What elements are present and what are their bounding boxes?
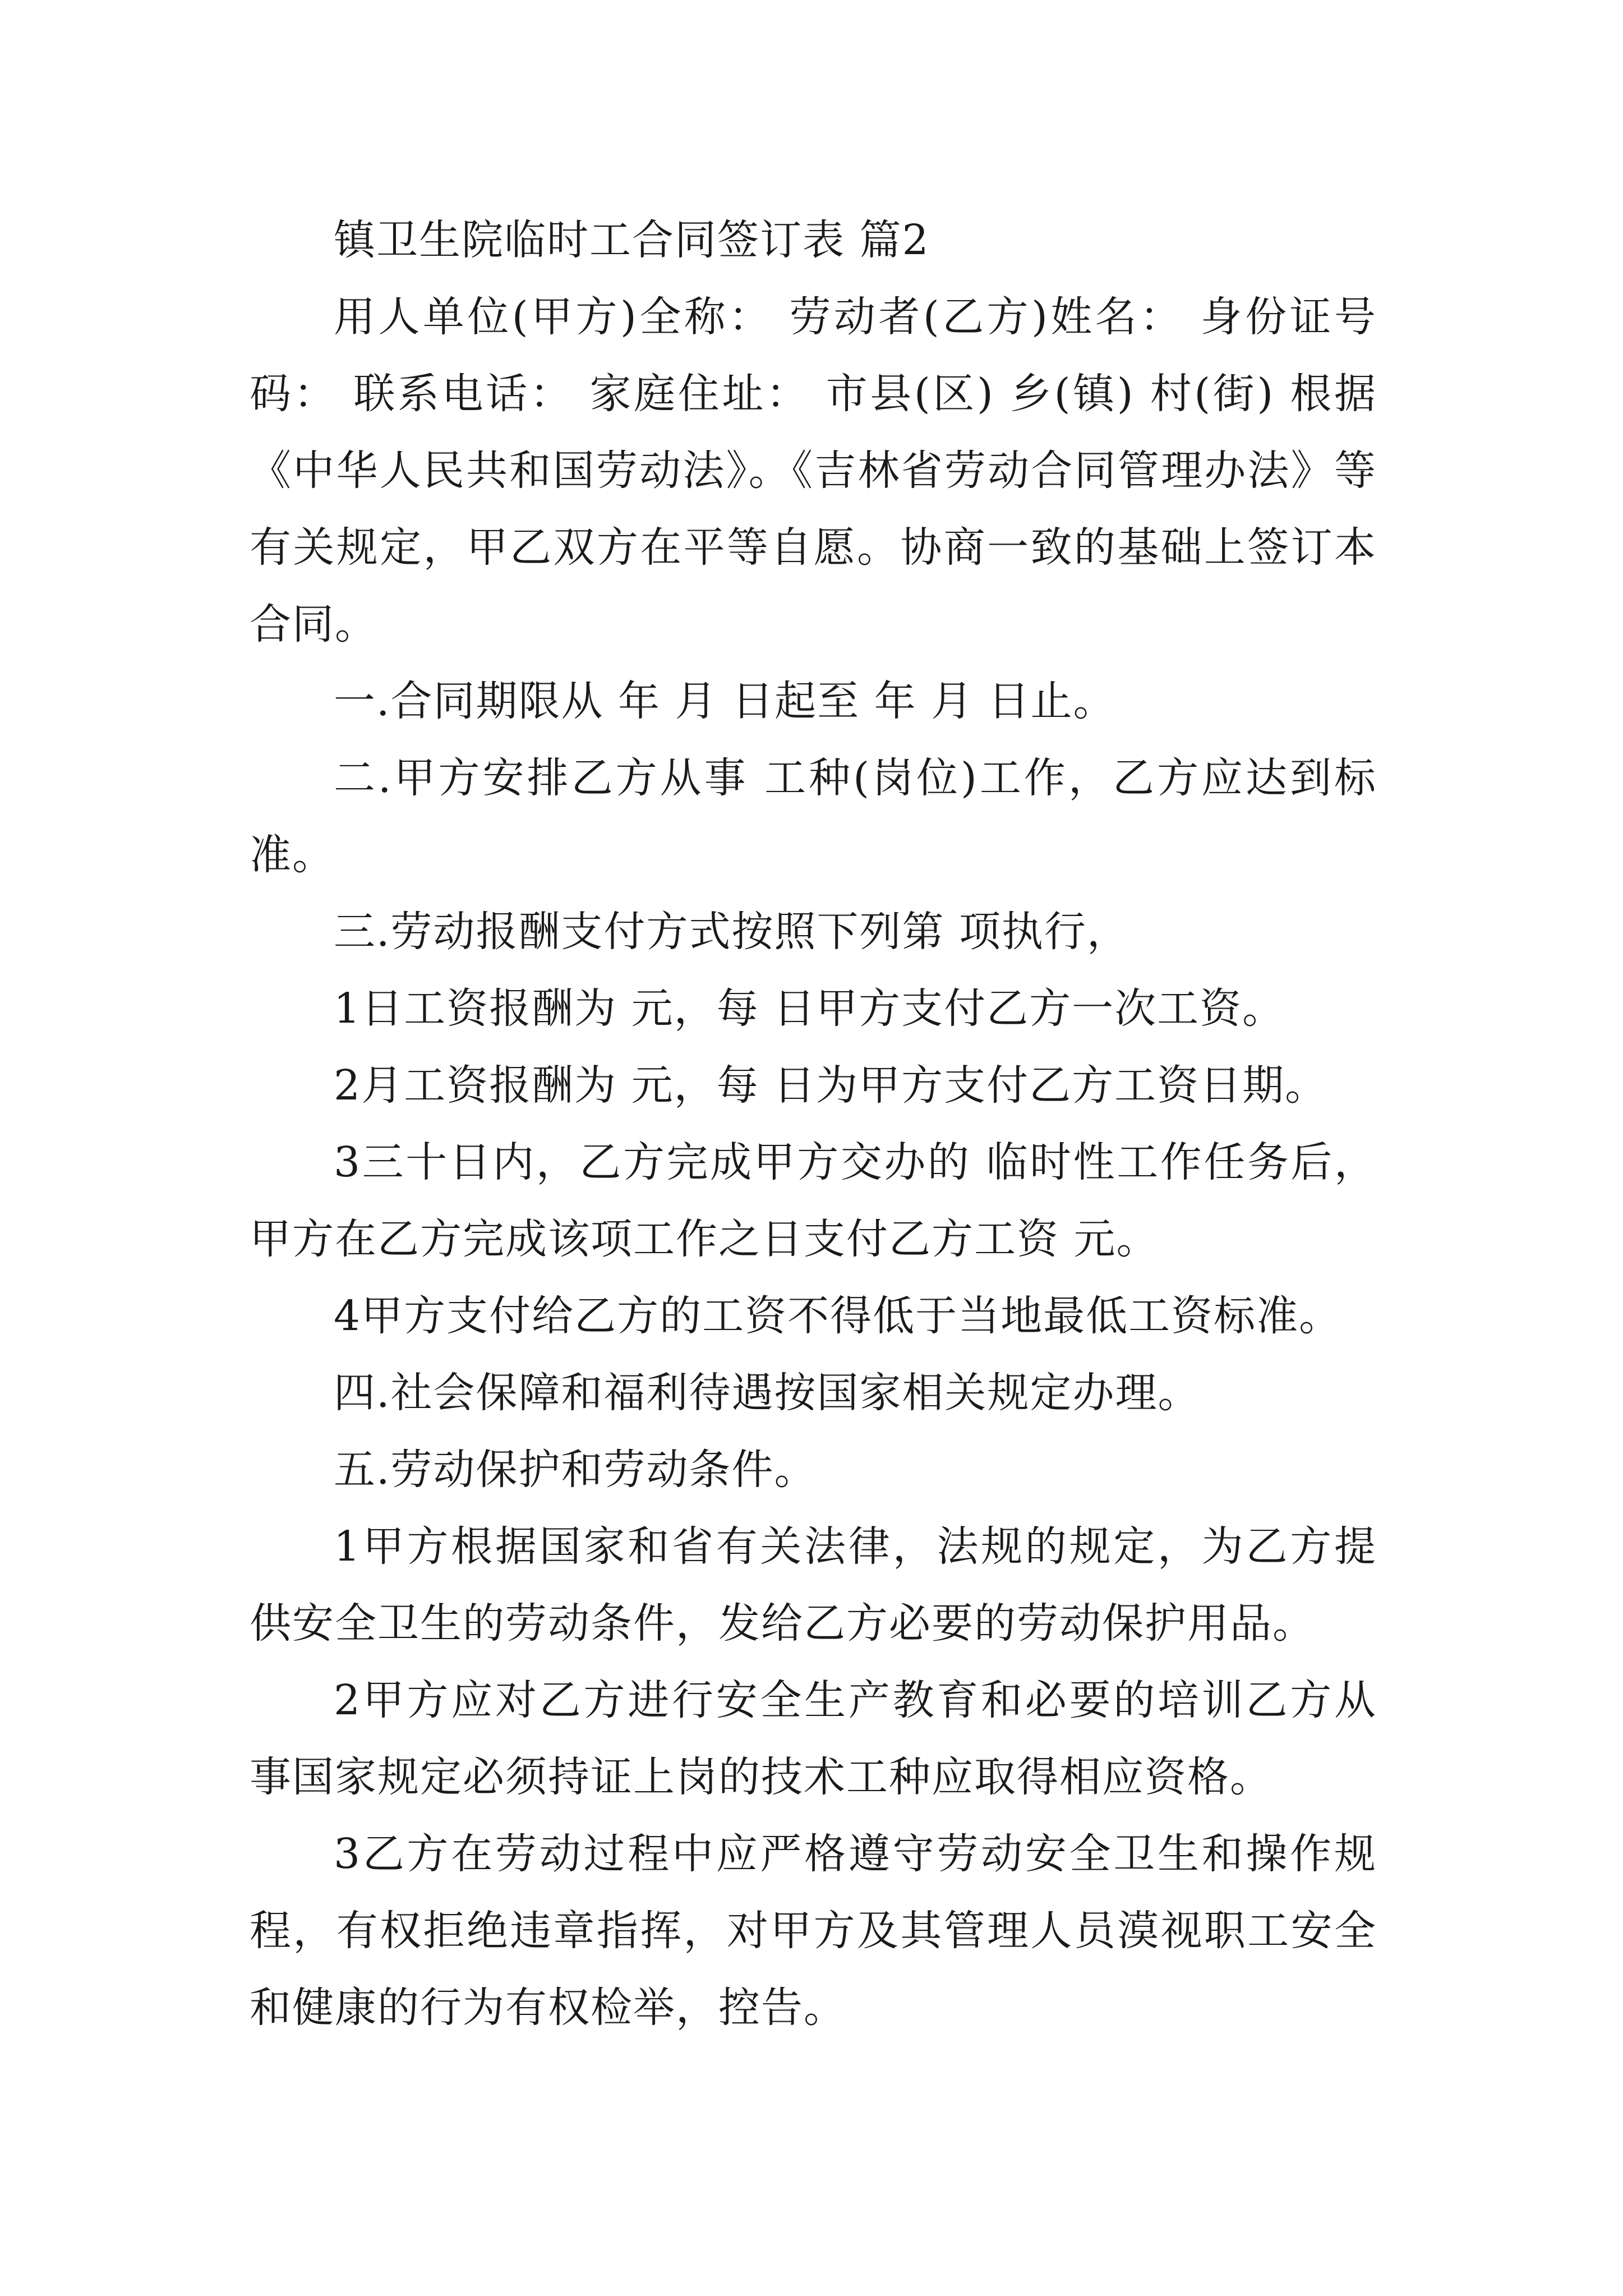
paragraph-payment-method: 三.劳动报酬支付方式按照下列第 项执行， bbox=[334, 908, 1130, 956]
paragraph-payment-task: 3三十日内，乙方完成甲方交办的 临时性工作任务后，甲方在乙方完成该项工作之日支付乙方工资 元。 bbox=[250, 1138, 1377, 1263]
paragraph-payment-daily: 1日工资报酬为 元，每 日甲方支付乙方一次工资。 bbox=[334, 984, 1285, 1033]
paragraph-labor-protection: 五.劳动保护和劳动条件。 bbox=[334, 1446, 817, 1494]
paragraph-job-assignment: 二.甲方安排乙方从事 工种(岗位)工作，乙方应达到标准。 bbox=[250, 754, 1377, 879]
paragraph-parties-intro: 用人单位(甲方)全称： 劳动者(乙方)姓名： 身份证号码： 联系电话： 家庭住址： 市县(区) 乡(镇) 村(街) 根据《中华人民共和国劳动法》。《吉林省劳动合同管理办法》等有关规定，甲乙双方在平等自愿。协商一致的基础上签订本合同。 bbox=[250, 293, 1377, 648]
document-title: 镇卫生院临时工合同签订表 篇2 bbox=[334, 216, 930, 264]
paragraph-minimum-wage: 4甲方支付给乙方的工资不得低于当地最低工资标准。 bbox=[334, 1292, 1342, 1340]
paragraph-contract-term: 一.合同期限从 年 月 日起至 年 月 日止。 bbox=[334, 677, 1116, 725]
document-body bbox=[250, 202, 1377, 2046]
paragraph-protection-item-1: 1甲方根据国家和省有关法律，法规的规定，为乙方提供安全卫生的劳动条件，发给乙方必要的劳动保护用品。 bbox=[250, 1522, 1377, 1648]
paragraph-payment-monthly: 2月工资报酬为 元，每 日为甲方支付乙方工资日期。 bbox=[334, 1061, 1328, 1110]
paragraph-protection-item-3: 3乙方在劳动过程中应严格遵守劳动安全卫生和操作规程，有权拒绝违章指挥，对甲方及其管理人员漠视职工安全和健康的行为有权检举，控告。 bbox=[250, 1830, 1377, 2032]
paragraph-protection-item-2: 2甲方应对乙方进行安全生产教育和必要的培训乙方从事国家规定必须持证上岗的技术工种应取得相应资格。 bbox=[250, 1676, 1377, 1801]
paragraph-social-security: 四.社会保障和福利待遇按国家相关规定办理。 bbox=[334, 1369, 1201, 1417]
